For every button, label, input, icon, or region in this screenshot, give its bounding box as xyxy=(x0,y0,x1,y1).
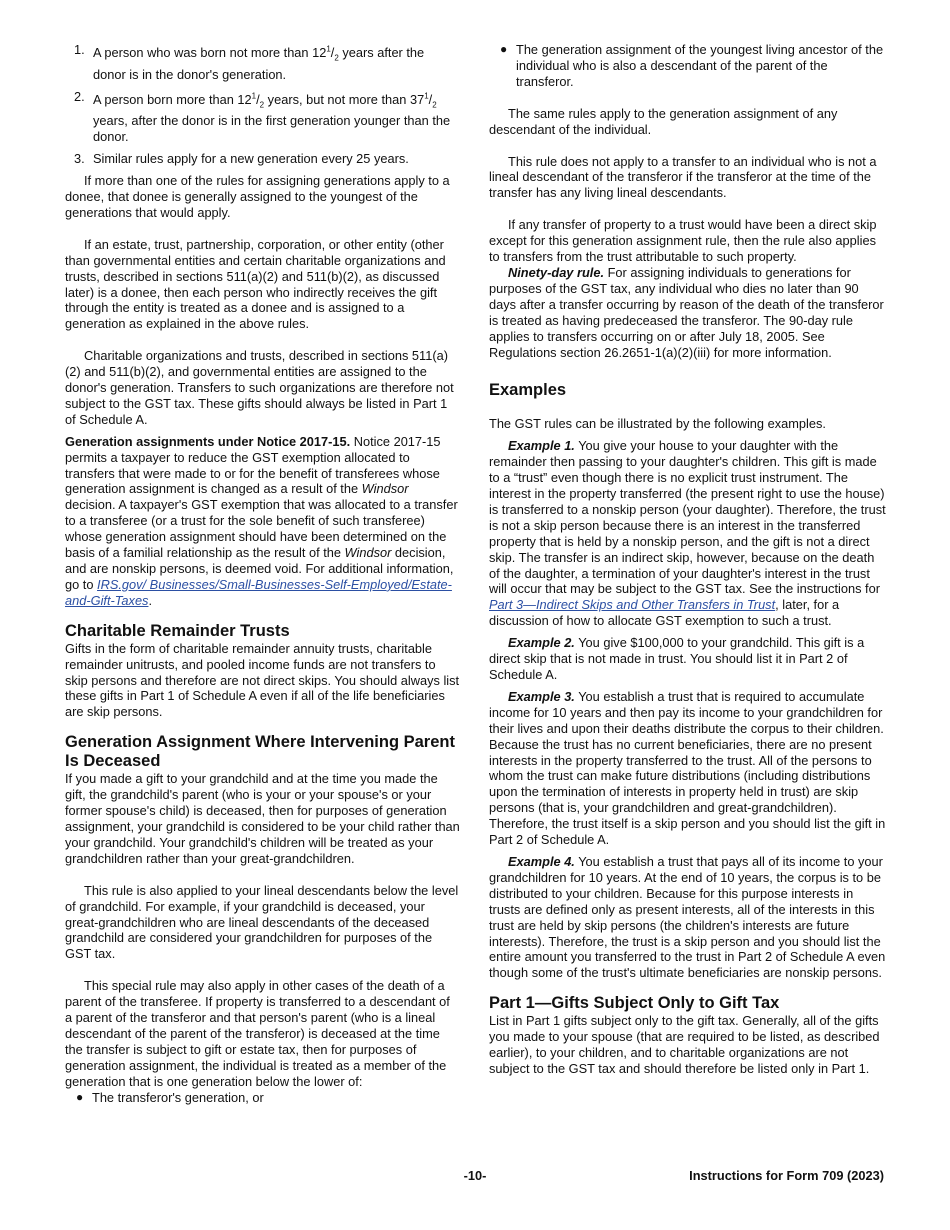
paragraph-lineal-descendants: This rule is also applied to your lineal descendants below the level of grandchild. For example, if your grandchild is deceased, your great-grandchildren who are lineal descendants of the deceased grandchild are considered your grandchildren for purposes of the GST tax. xyxy=(65,882,459,962)
paragraph-examples-intro: The GST rules can be illustrated by the following examples. xyxy=(489,416,826,432)
paragraph-ninety-day-rule: Ninety-day rule. For assigning individuals to generations for purposes of the GST tax, any individual who dies no later than 90 days after a transfer occurring by reason of the death of the transferor is treated as having predeceased the transferor. The 90-day rule applies to transfers occurring on or after July 18, 2005. See Regulations section 26.2651-1(a)(2)(iii) for more information. xyxy=(489,264,884,360)
paragraph-special-rule: This special rule may also apply in other cases of the death of a parent of the transferee. If property is transferred to a descendant of a parent of the transferor and that person's parent (who is a lineal descendant of the parent of the transferor) is deceased at the time the transfer is subject to gift or estate tax, then for purposes of generation assignment, the individual is treated as a member of the generation that is one generation below the lower of: xyxy=(65,978,450,1089)
paragraph-entity-donee: If an estate, trust, partnership, corporation, or other entity (other than governmental entities and certain charitable organizations and trusts, described in sections 511(a)(2) and 511(b)(2), as discussed later) is a donee, then each person who indirectly receives the gift through the entity is treated as a donee and is assigned to a generation as explained in the above rules. xyxy=(65,236,446,332)
paragraph-trust-transfer: If any transfer of property to a trust would have been a direct skip except for this generation assignment rule, then the rule also applies to transfers from the trust attributable to such property. xyxy=(489,217,877,265)
list-number: 2. xyxy=(74,88,85,104)
list-text: Similar rules apply for a new generation every 25 years. xyxy=(93,151,409,167)
paragraph-more-rules: If more than one of the rules for assigning generations apply to a donee, that donee is generally assigned to the youngest of the generations that would apply. xyxy=(65,173,450,220)
list-number: 3. xyxy=(74,151,85,167)
bullet-item: ● The generation assignment of the youngest living ancestor of the individual who is also a descendant of the parent of the transferor. xyxy=(500,42,884,89)
paragraph-crt: Gifts in the form of charitable remainder annuity trusts, charitable remainder unitrusts, and pooled income funds are not transfers to skip persons and therefore are not direct skips. You should always list these gifts in Part 1 of Schedule A even if all of the life beneficiaries are skip persons. xyxy=(65,640,460,720)
heading-intervening-parent: Generation Assignment Where Intervening Parent Is Deceased xyxy=(65,733,455,771)
list-text: A person born more than $12^1/_2$ years, but not more than $37^1/_2$ years, after the donor is in the first generation younger than the donor. xyxy=(93,91,451,145)
paragraph-notice-2017-15: Generation assignments under Notice 2017-15. Notice 2017-15 permits a taxpayer to reduce the GST exemption allocated to transfers that were made to or for the benefit of transferees whose generation assignment is changed as a result of the Windsor decision. A taxpayer's GST exemption that was allocated to a transfer to a transferee (or a trust for the sole benefit of such transferee) whose generation assignment should have been determined on the basis of a familial relationship as the result of the Windsor decision, and are nonskip persons, is deemed void. For additional information, go to IRS.gov/ Businesses/Small-Businesses-Self-Employed/Estate-and-Gift-Taxes. xyxy=(65,433,458,608)
runin-heading: Ninety-day rule. xyxy=(508,264,605,280)
list-item xyxy=(65,42,460,83)
paragraph-example-4: Example 4. You establish a trust that pays all of its income to your grandchildren for 10 years. At the end of 10 years, the corpus is to be distributed to your children. Because for this purpose interests in trusts are defined only as present interests, all of the interests in this trust are held by skip persons (the children's interests are future interests). Therefore, the trust is a skip person and you should list the entire amount you transferred to the trust in Part 2 of Schedule A even though some of the trust's ultimate beneficiaries are nonskip persons. xyxy=(489,853,886,981)
page-number: -10- xyxy=(463,1168,487,1183)
left-column xyxy=(65,42,460,1105)
paragraph-charitable-orgs: Charitable organizations and trusts, described in sections 511(a)(2) and 511(b)(2), and governmental entities are assigned to the donor's generation. Transfers to such organizations are therefore not subject to the GST tax. These gifts should always be listed in Part 1 of Schedule A. xyxy=(65,348,454,427)
paragraph-example-2: Example 2. You give $100,000 to your grandchild. This gift is a direct skip that is not made in trust. You should list it in Part 2 of Schedule A. xyxy=(489,635,865,682)
list-item xyxy=(65,89,460,146)
runin-heading: Example 2. xyxy=(508,635,575,651)
generation-rules-list xyxy=(65,42,460,167)
list-text: A person who was born not more than $12^1/_2$ years after the donor is in the donor's generation. xyxy=(93,45,425,82)
runin-heading: Example 3. xyxy=(508,688,575,704)
list-item xyxy=(65,151,460,167)
bullet-icon: ● xyxy=(76,1089,84,1104)
bullet-item: ● The transferor's generation, or xyxy=(76,1089,264,1105)
part3-link[interactable]: Part 3—Indirect Skips and Other Transfers in Trust xyxy=(489,597,776,613)
paragraph-not-apply: This rule does not apply to a transfer to an individual who is not a lineal descendant of the transferor if the transferor at the time of the transfer has any living lineal descendants. xyxy=(489,153,877,201)
runin-heading: Example 4. xyxy=(508,853,575,869)
right-column xyxy=(489,42,886,1077)
heading-charitable-remainder-trusts: Charitable Remainder Trusts xyxy=(65,621,290,640)
paragraph-same-rules: The same rules apply to the generation assignment of any descendant of the individual. xyxy=(489,105,838,137)
paragraph-example-1: Example 1. You give your house to your daughter with the remainder then passing to your daughter's children. This gift is made to a “trust” even though there is no explicit trust instrument. The interest in the property transferred (the present right to use the house) is transferred to a nonskip person (your daughter). Therefore, the trust is not a skip person because there is an interest in the transferred property that is held by a nonskip person, and the gift is not a direct skip. The transfer is an indirect skip, however, because on the death of the daughter, a termination of your daughter's interest in the trust will occur that may be subject to the GST tax. See the instructions for Part 3—Indirect Skips and Other Transfers in Trust, later, for a discussion of how to allocate GST exemption to such a trust. xyxy=(489,438,886,629)
runin-heading: Generation assignments under Notice 2017-15. xyxy=(65,433,351,449)
list-number: 1. xyxy=(74,42,85,57)
bullet-icon: ● xyxy=(500,42,508,56)
irs-estate-gift-link[interactable]: IRS.gov/ Businesses/Small-Businesses-Self-Employed/Estate-and-Gift-Taxes xyxy=(65,576,452,608)
heading-part-1: Part 1—Gifts Subject Only to Gift Tax xyxy=(489,994,780,1013)
runin-heading: Example 1. xyxy=(508,438,575,454)
paragraph-part-1: List in Part 1 gifts subject only to the gift tax. Generally, all of the gifts you made to your spouse (that are required to be listed, as described earlier), to your children, and to charitable organizations are not subject to the GST tax and should therefore be listed only in Part 1. xyxy=(489,1013,880,1076)
heading-examples: Examples xyxy=(489,381,567,400)
footer-form-title: Instructions for Form 709 (2023) xyxy=(689,1168,884,1183)
paragraph-deceased-parent: If you made a gift to your grandchild and at the time you made the gift, the grandchild's parent (who is your or your spouse's or your former spouse's child) is deceased, then for purposes of generation assignment, your grandchild is considered to be your child rather than your grandchild. Your grandchild's children will be treated as your grandchildren rather than your great-grandchildren. xyxy=(65,771,460,866)
paragraph-example-3: Example 3. You establish a trust that is required to accumulate income for 10 years and then pay its income to your grandchildren for their lives and upon their deaths distribute the corpus to their children. Because the trust has no current beneficiaries, there are no present interests in the property transferred to the trust. All of the persons to whom the trust can make future distributions (including distributions upon the termination of interests in property held in trust) are skip persons (that is, your grandchildren and great-grandchildren). Therefore, the trust itself is a skip person and you should list the gift in Part 2 of Schedule A. xyxy=(489,688,886,848)
